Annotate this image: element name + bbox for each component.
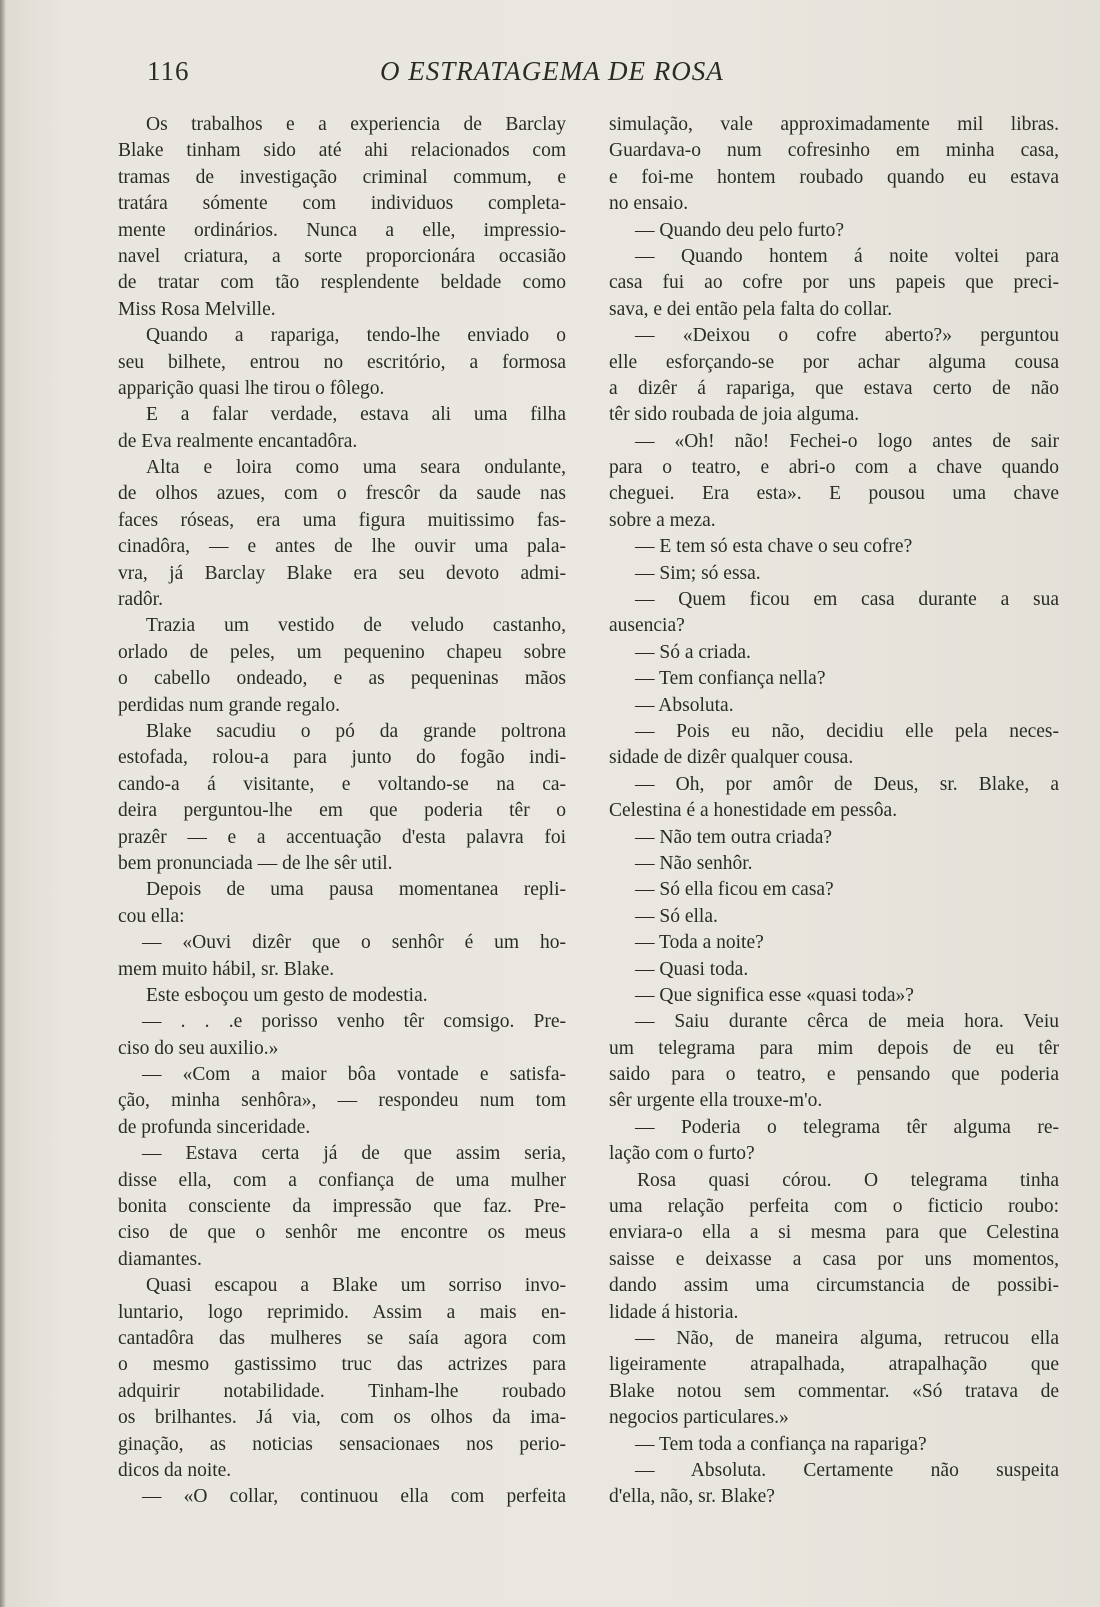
text-line: Blake sacudiu o pó da grande poltrona [146,720,566,742]
text-line: Guardava-o num cofresinho em minha casa, [609,140,1059,162]
text-line: cou ella: [118,905,185,927]
text-line: ciso do seu auxilio.» [118,1037,279,1059]
text-column-left [118,112,566,1511]
text-line: mem muito hábil, sr. Blake. [118,958,335,980]
text-line: — Quasi toda. [635,958,749,980]
text-line: simulação, vale approximadamente mil libras. [609,114,1059,135]
page-header [0,56,1100,96]
text-line: dando assim uma circumstancia de possibi- [609,1275,1059,1297]
text-line: — Só a criada. [635,641,751,663]
text-line: apparição quasi lhe tirou o fôlego. [118,377,385,399]
text-line: — «O collar, continuou ella com perfeita [142,1486,566,1508]
text-line: saisse e deixasse a casa por uns momentos, [609,1248,1059,1270]
text-line: — Tem toda a confiança na rapariga? [635,1433,927,1455]
text-line: deira perguntou-lhe em que poderia têr o [118,800,566,822]
text-line: Quasi escapou a Blake um sorriso invo- [146,1275,566,1297]
text-line: — Só ella ficou em casa? [635,879,834,901]
text-line: cantadôra das mulheres se saía agora com [118,1327,566,1349]
text-line: cando-a á visitante, e voltando-se na ca- [118,773,566,795]
text-line: Este esboçou um gesto de modestia. [146,984,428,1006]
text-line: têr sido roubada de joia alguma. [609,404,860,426]
text-line: — Quando deu pelo furto? [635,219,845,241]
text-line: Rosa quasi córou. O telegrama tinha [637,1169,1059,1191]
text-line: — Não, de maneira alguma, retrucou ella [635,1327,1059,1349]
text-line: — Tem confiança nella? [635,668,826,690]
text-line: o cabello ondeado, e as pequeninas mãos [118,668,566,690]
text-line: tramas de investigação criminal commum, e [118,166,566,188]
text-line: ção, minha senhôra», — respondeu num tom [118,1090,566,1112]
text-line: faces róseas, era uma figura muitissimo fas- [118,509,566,531]
text-line: Depois de uma pausa momentanea repli- [146,879,566,901]
text-line: Blake tinham sido até ahi relacionados com [118,140,566,162]
text-line: os brilhantes. Já via, com os olhos da ima- [118,1407,566,1429]
text-line: de olhos azues, com o frescôr da saude nas [118,483,566,505]
text-line: — Estava certa já de que assim seria, [142,1143,566,1165]
text-line: e foi-me hontem roubado quando eu estava [609,166,1059,188]
text-line: Blake notou sem commentar. «Só tratava de [609,1380,1059,1402]
text-line: ausencia? [609,615,685,637]
text-line: — Toda a noite? [635,932,764,954]
text-line: sobre a meza. [609,509,716,531]
text-line: um telegrama para mim depois de eu têr [609,1037,1059,1059]
text-line: negocios particulares.» [609,1407,789,1429]
text-line: disse ella, com a confiança de uma mulher [118,1169,566,1191]
text-line: lidade á historia. [609,1301,739,1323]
text-line: — Não senhôr. [635,852,753,874]
text-line: no ensaio. [609,193,689,215]
text-line: ciso de que o senhôr me encontre os meus [118,1222,566,1244]
text-line: luntario, logo reprimido. Assim a mais en- [118,1301,566,1323]
text-line: sava, e dei então pela falta do collar. [609,298,893,320]
text-line: — Saiu durante cêrca de meia hora. Veiu [635,1011,1059,1033]
text-line: para o teatro, e abri-o com a chave quando [609,457,1059,479]
text-line: saido para o teatro, e pensando que poderia [609,1064,1059,1086]
text-line: lação com o furto? [609,1143,755,1165]
text-line: — «Ouvi dizêr que o senhôr é um ho- [142,932,566,954]
text-line: E a falar verdade, estava ali uma filha [146,404,566,426]
text-line: Os trabalhos e a experiencia de Barclay [146,114,566,135]
text-line: — Quem ficou em casa durante a sua [635,589,1059,611]
text-line: — Quando hontem á noite voltei para [635,245,1059,267]
text-line: estofada, rolou-a para junto do fogão indi- [118,747,566,769]
text-line: mente ordinários. Nunca a elle, impressio- [118,219,566,241]
text-line: — Poderia o telegrama têr alguma re- [635,1116,1059,1138]
text-line: Alta e loira como uma seara ondulante, [146,457,566,479]
text-line: a dizêr á rapariga, que estava certo de não [609,377,1059,399]
text-line: enviara-o ella a si mesma para que Celestina [609,1222,1059,1244]
text-line: — Absoluta. [635,694,734,716]
text-column-right [609,112,1059,1511]
text-line: — Não tem outra criada? [635,826,833,848]
text-line: diamantes. [118,1248,202,1270]
text-line: radôr. [118,589,163,611]
text-line: — «Oh! não! Fechei-o logo antes de sair [635,430,1059,452]
text-line: — Sim; só essa. [635,562,761,584]
page-spine-shadow [0,0,6,1607]
text-line: Quando a rapariga, tendo-lhe enviado o [146,325,566,347]
text-line: — E tem só esta chave o seu cofre? [635,536,913,558]
text-line: de tratar com tão resplendente beldade como [118,272,566,294]
text-line: de profunda sinceridade. [118,1116,311,1138]
text-line: — Que significa esse «quasi toda»? [635,984,914,1006]
text-line: — . . .e porisso venho têr comsigo. Pre- [142,1011,566,1033]
text-line: elle esforçando-se por achar alguma cousa [609,351,1059,373]
text-line: Celestina é a honestidade em pessôa. [609,800,898,822]
text-line: uma relação perfeita com o ficticio roubo: [609,1196,1059,1218]
text-line: navel criatura, a sorte proporcionára occasião [118,245,566,267]
text-line: orlado de peles, um pequenino chapeu sobre [118,641,566,663]
running-title: O ESTRATAGEMA DE ROSA [380,56,724,86]
text-line: ligeiramente atrapalhada, atrapalhação que [609,1354,1059,1376]
text-line: cheguei. Era esta». E pousou uma chave [609,483,1059,505]
text-line: — Só ella. [635,905,718,927]
text-line: — «Deixou o cofre aberto?» perguntou [635,325,1059,347]
text-line: adquirir notabilidade. Tinham-lhe roubado [118,1380,566,1402]
text-line: dicos da noite. [118,1459,232,1481]
text-line: bem pronunciada — de lhe sêr util. [118,852,393,874]
text-line: casa fui ao cofre por uns papeis que preci- [609,272,1059,294]
text-line: — Absoluta. Certamente não suspeita [635,1459,1059,1481]
text-line: vra, já Barclay Blake era seu devoto admi- [118,562,566,584]
text-line: cinadôra, — e antes de lhe ouvir uma pala- [118,536,566,558]
text-line: Miss Rosa Melville. [118,298,276,320]
text-line: — «Com a maior bôa vontade e satisfa- [142,1064,566,1086]
text-line: ginação, as noticias sensacionaes nos perio- [118,1433,566,1455]
page-number: 116 [147,56,190,86]
text-line: sidade de dizêr qualquer cousa. [609,747,854,769]
text-line: de Eva realmente encantadôra. [118,430,358,452]
text-line: Trazia um vestido de veludo castanho, [146,615,566,637]
text-line: bonita consciente da impressão que faz. Pre- [118,1196,566,1218]
text-line: tratára sómente com individuos completa- [118,193,566,215]
text-line: sêr urgente ella trouxe-m'o. [609,1090,823,1112]
text-line: perdidas num grande regalo. [118,694,341,716]
text-line: — Oh, por amôr de Deus, sr. Blake, a [635,773,1059,795]
text-line: prazêr — e a accentuação d'esta palavra foi [118,826,566,848]
text-line: o mesmo gastissimo truc das actrizes para [118,1354,566,1376]
text-line: d'ella, não, sr. Blake? [609,1486,775,1508]
text-line: — Pois eu não, decidiu elle pela neces- [635,720,1059,742]
text-line: seu bilhete, entrou no escritório, a formosa [118,351,566,373]
